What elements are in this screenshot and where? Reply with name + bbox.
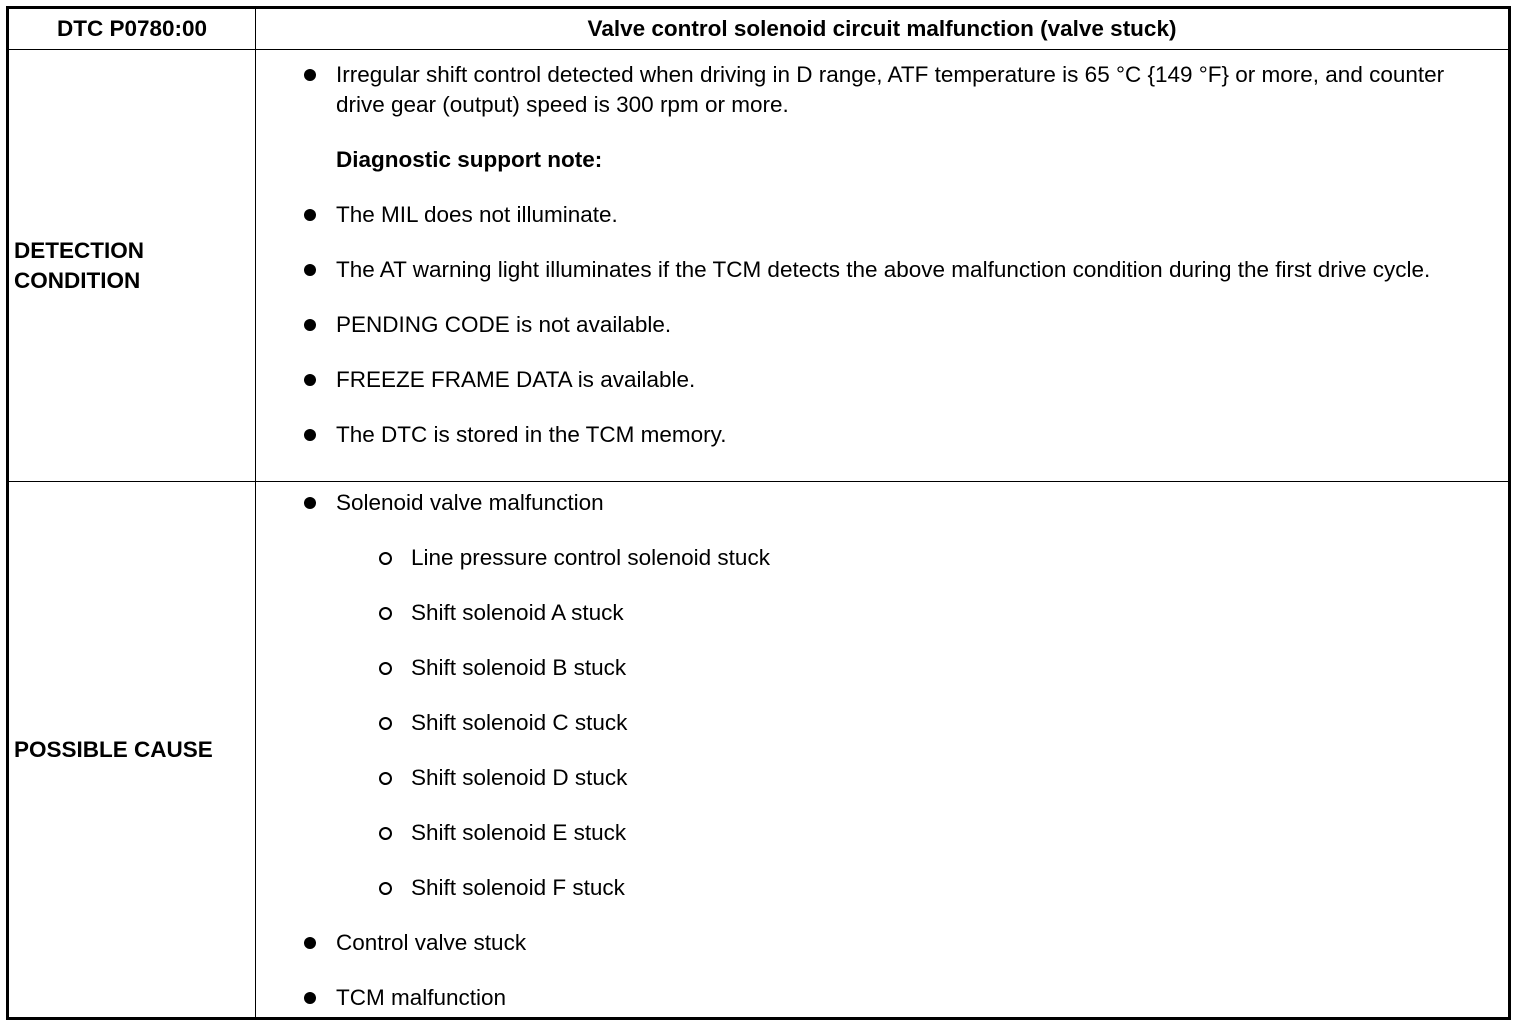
bullet-icon <box>304 319 316 331</box>
detection-content <box>256 50 1510 482</box>
bullet-icon <box>304 497 316 509</box>
note-text: The DTC is stored in the TCM memory. <box>336 422 727 447</box>
list-item <box>256 200 1508 230</box>
bullet-icon <box>304 69 316 81</box>
sub-list-item <box>256 598 1508 628</box>
list-item <box>256 255 1508 285</box>
sub-cause-text: Shift solenoid D stuck <box>411 765 628 790</box>
cause-text: Solenoid valve malfunction <box>336 490 604 515</box>
sub-cause-text: Shift solenoid E stuck <box>411 820 627 845</box>
note-text: FREEZE FRAME DATA is available. <box>336 367 696 392</box>
hollow-bullet-icon <box>379 827 392 840</box>
possible-cause-row <box>8 482 1510 1019</box>
list-item <box>256 420 1508 450</box>
list-item <box>256 983 1508 1013</box>
note-text: PENDING CODE is not available. <box>336 312 672 337</box>
dtc-code: DTC P0780:00 <box>8 8 256 50</box>
detection-label <box>8 50 256 482</box>
hollow-bullet-icon <box>379 662 392 675</box>
sub-cause-text: Shift solenoid F stuck <box>411 875 625 900</box>
sub-cause-text: Shift solenoid B stuck <box>411 655 627 680</box>
header-row <box>8 8 1510 50</box>
list-item <box>256 488 1508 518</box>
cause-text: TCM malfunction <box>336 985 507 1010</box>
list-item <box>256 365 1508 395</box>
hollow-bullet-icon <box>379 552 392 565</box>
hollow-bullet-icon <box>379 717 392 730</box>
detection-row <box>8 50 1510 482</box>
sub-cause-text: Shift solenoid A stuck <box>411 600 624 625</box>
bullet-icon <box>304 209 316 221</box>
sub-cause-text: Line pressure control solenoid stuck <box>411 545 770 570</box>
dtc-table <box>6 6 1511 1020</box>
cause-text: Control valve stuck <box>336 930 527 955</box>
note-text: The AT warning light illuminates if the TCM detects the above malfunction condition during the first drive cycle. <box>336 257 1431 282</box>
bullet-icon <box>304 992 316 1004</box>
sub-cause-text: Shift solenoid C stuck <box>411 710 628 735</box>
bullet-icon <box>304 264 316 276</box>
detection-condition-text: Irregular shift control detected when driving in D range, ATF temperature is 65 °C {149 °F} or more, and counter drive gear (output) speed is 300 rpm or more. <box>336 62 1445 117</box>
list-item <box>256 60 1508 120</box>
hollow-bullet-icon <box>379 772 392 785</box>
bullet-icon <box>304 374 316 386</box>
sub-list-item <box>256 543 1508 573</box>
sub-list-item <box>256 708 1508 738</box>
note-text: The MIL does not illuminate. <box>336 202 618 227</box>
sub-list-item <box>256 818 1508 848</box>
list-item <box>256 928 1508 958</box>
detection-label-line2: CONDITION <box>14 267 141 293</box>
dtc-title: Valve control solenoid circuit malfunction (valve stuck) <box>256 8 1510 50</box>
possible-cause-label: POSSIBLE CAUSE <box>8 482 256 1019</box>
possible-cause-content <box>256 482 1510 1019</box>
bullet-icon <box>304 937 316 949</box>
hollow-bullet-icon <box>379 882 392 895</box>
hollow-bullet-icon <box>379 607 392 620</box>
sub-list-item <box>256 653 1508 683</box>
list-item <box>256 310 1508 340</box>
sub-list-item <box>256 763 1508 793</box>
bullet-icon <box>304 429 316 441</box>
detection-label-line1: DETECTION <box>14 237 145 263</box>
sub-list-item <box>256 873 1508 903</box>
diagnostic-note-heading: Diagnostic support note: <box>336 147 603 172</box>
